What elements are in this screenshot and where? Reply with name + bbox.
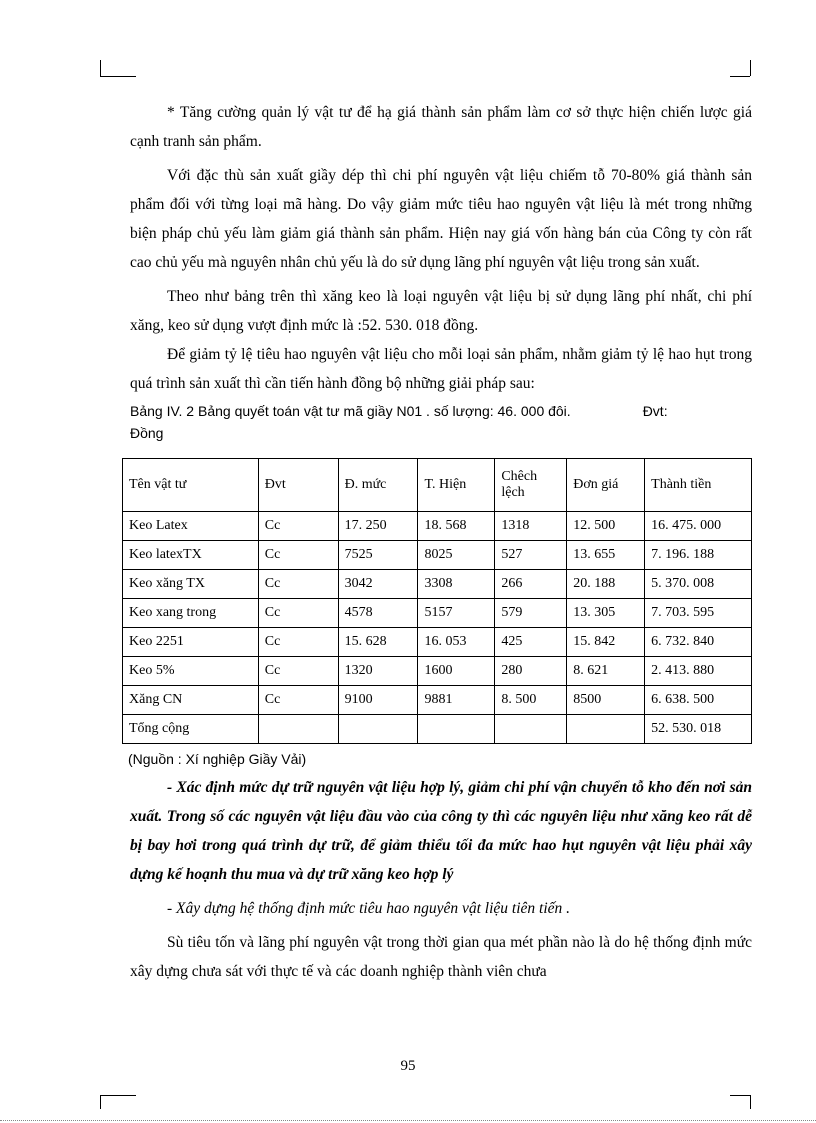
table-cell: Cc (258, 599, 338, 628)
paragraph-theo-bang: Theo như bảng trên thì xăng keo là loại nguyên vật liệu bị sử dụng lãng phí nhất, chi phí xăng, keo sử dụng vượt định mức là :52. 530. 018 đồng. (130, 288, 752, 334)
table-cell: 1318 (495, 512, 567, 541)
table-header-cell: Thành tiền (645, 459, 752, 512)
paragraph-dac-thu-san-xuat: Với đặc thù sản xuất giầy dép thì chi phí nguyên vật liệu chiếm tỗ 70-80% giá thành sản phẩm đối với từng loại mã hàng. Do vậy giảm mức tiêu hao nguyên vật liệu là mét trong những biện pháp chủ yếu làm giảm giá thành sản phẩm. Hiện nay giá vốn hàng bán của Công ty còn rất cao chủ yếu mà nguyên nhân chủ yếu là do sử dụng lãng phí nguyên vật liệu trong sản xuất. (130, 167, 752, 271)
table-cell: 16. 053 (418, 628, 495, 657)
frame-left-top (100, 60, 101, 76)
document-body (130, 98, 752, 986)
table-cell: Cc (258, 570, 338, 599)
table-cell: Keo 2251 (123, 628, 259, 657)
page-number: 95 (400, 1058, 416, 1074)
table-row (123, 570, 752, 599)
table-cell (258, 715, 338, 744)
table-cell: Keo latexTX (123, 541, 259, 570)
table-cell: 6. 638. 500 (645, 686, 752, 715)
table-cell (418, 715, 495, 744)
paragraph-dinh-muc: - Xây dựng hệ thống định mức tiêu hao nguyên vật liệu tiên tiến . (167, 900, 571, 917)
table-cell: 7. 196. 188 (645, 541, 752, 570)
table-cell: 8. 621 (567, 657, 645, 686)
table-cell: 5. 370. 008 (645, 570, 752, 599)
table-cell: 6. 732. 840 (645, 628, 752, 657)
table-cell: 20. 188 (567, 570, 645, 599)
table-cell: Keo xăng TX (123, 570, 259, 599)
table-cell: 266 (495, 570, 567, 599)
table-header-cell: Chêch lệch (495, 459, 567, 512)
table-cell: Keo 5% (123, 657, 259, 686)
table-cell: 7. 703. 595 (645, 599, 752, 628)
table-cell: 13. 655 (567, 541, 645, 570)
frame-right-top (750, 60, 751, 76)
table-cell: 5157 (418, 599, 495, 628)
table-cell: 12. 500 (567, 512, 645, 541)
table-cell: Cc (258, 686, 338, 715)
table-cell: 2. 413. 880 (645, 657, 752, 686)
frame-bottom-left (100, 1095, 136, 1096)
table-cell (567, 715, 645, 744)
table-source: (Nguồn : Xí nghiệp Giầy Vải) (128, 751, 307, 767)
table-row (123, 657, 752, 686)
table-cell: Xăng CN (123, 686, 259, 715)
table-cell: 52. 530. 018 (645, 715, 752, 744)
table-cell: 8500 (567, 686, 645, 715)
frame-left-bottom (100, 1095, 101, 1109)
table-header-cell: Đ. mức (338, 459, 418, 512)
table-caption (130, 400, 752, 444)
table-cell: 8. 500 (495, 686, 567, 715)
table-row (123, 715, 752, 744)
table-cell (495, 715, 567, 744)
table-cell: Cc (258, 628, 338, 657)
table-row (123, 686, 752, 715)
paragraph-giam-ty-le: Để giảm tỷ lệ tiêu hao nguyên vật liệu cho mỗi loại sản phẩm, nhằm giảm tỷ lệ hao hụt trong quá trình sản xuất thì cần tiến hành đồng bộ những giải pháp sau: (130, 346, 752, 392)
table-cell: 3308 (418, 570, 495, 599)
table-cell: 18. 568 (418, 512, 495, 541)
table-cell: 4578 (338, 599, 418, 628)
table-row (123, 599, 752, 628)
material-settlement-table (122, 458, 752, 744)
table-cell: 1600 (418, 657, 495, 686)
table-cell: Tổng cộng (123, 715, 259, 744)
table-cell: Cc (258, 512, 338, 541)
table-cell: 8025 (418, 541, 495, 570)
table-cell: Keo xang trong (123, 599, 259, 628)
paragraph-tieu-ton: Sù tiêu tốn và lãng phí nguyên vật trong thời gian qua mét phần nào là do hệ thống định mức xây dựng chưa sát với thực tế và các doanh nghiệp thành viên chưa (130, 934, 752, 980)
table-caption-text: Bảng IV. 2 Bảng quyết toán vật tư mã giầy N01 . số lượng: 46. 000 đôi. (130, 403, 571, 419)
table-cell: 9100 (338, 686, 418, 715)
frame-right-bottom (750, 1095, 751, 1109)
paragraph-du-tru: - Xác định mức dự trữ nguyên vật liệu hợp lý, giảm chi phí vận chuyển tỗ kho đến nơi sản xuất. Trong số các nguyên vật liệu đầu vào của công ty thì các nguyên liệu như xăng keo rất dễ bị bay hơi trong quá trình dự trữ, để giảm thiểu tối đa mức hao hụt nguyên vật liệu phải xây dựng kế hoạnh thu mua và dự trữ xăng keo hợp lý (130, 779, 752, 883)
table-header-cell: Đvt (258, 459, 338, 512)
table-cell: 280 (495, 657, 567, 686)
table-header-cell: T. Hiện (418, 459, 495, 512)
frame-top-right (730, 76, 750, 77)
table-cell: 13. 305 (567, 599, 645, 628)
table-unit-value: Đồng (130, 425, 164, 441)
table-cell: 17. 250 (338, 512, 418, 541)
table-cell: 16. 475. 000 (645, 512, 752, 541)
table-cell: 9881 (418, 686, 495, 715)
table-header-cell: Đơn giá (567, 459, 645, 512)
table-unit-label: Đvt: (642, 403, 668, 419)
frame-bottom-right (730, 1095, 750, 1096)
frame-top-left (100, 76, 136, 77)
paragraph-quan-ly-vat-tu: * Tăng cường quản lý vật tư để hạ giá thành sản phẩm làm cơ sở thực hiện chiến lược giá cạnh tranh sản phẩm. (130, 104, 752, 150)
table-cell: Keo Latex (123, 512, 259, 541)
table-cell: 7525 (338, 541, 418, 570)
table-cell: 425 (495, 628, 567, 657)
table-row (123, 541, 752, 570)
table-cell: Cc (258, 541, 338, 570)
table-header-row (123, 459, 752, 512)
table-cell (338, 715, 418, 744)
table-cell: 3042 (338, 570, 418, 599)
table-cell: 527 (495, 541, 567, 570)
table-cell: 15. 842 (567, 628, 645, 657)
table-header-cell: Tên vật tư (123, 459, 259, 512)
page-divider (0, 1120, 816, 1121)
table-row (123, 512, 752, 541)
table-row (123, 628, 752, 657)
table-cell: Cc (258, 657, 338, 686)
table-cell: 1320 (338, 657, 418, 686)
table-cell: 579 (495, 599, 567, 628)
table-cell: 15. 628 (338, 628, 418, 657)
